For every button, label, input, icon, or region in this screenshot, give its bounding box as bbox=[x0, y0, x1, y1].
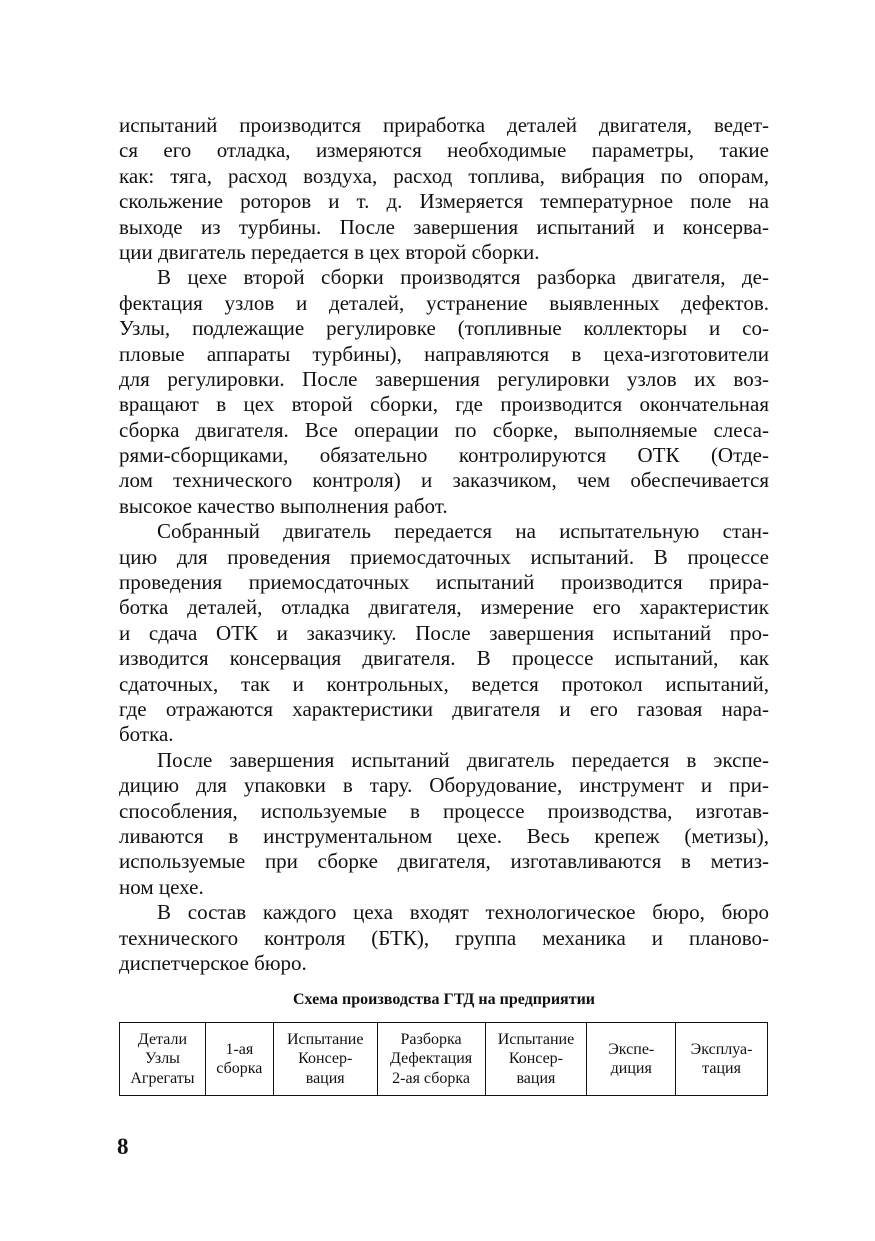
text-line: дицию для упаковки в тару. Оборудование, инструмент и при- bbox=[119, 773, 769, 798]
cell-line: Консер- bbox=[298, 1050, 353, 1068]
text-line: вращают в цех второй сборки, где производится окончательная bbox=[119, 392, 769, 417]
text-line: Узлы, подлежащие регулировке (топливные коллекторы и со- bbox=[119, 316, 769, 341]
text-line: где отражаются характеристики двигателя и его газовая нара- bbox=[119, 696, 769, 721]
text-line: После завершения испытаний двигатель передается в экспе- bbox=[157, 747, 769, 772]
text-line: фектация узлов и деталей, устранение выявленных дефектов. bbox=[119, 290, 769, 315]
table-cell-operation bbox=[676, 1023, 768, 1096]
text-line: для регулировки. После завершения регулировки узлов их воз- bbox=[119, 366, 769, 391]
table-row bbox=[120, 1023, 768, 1096]
table-cell-final-testing bbox=[485, 1023, 587, 1096]
text-line: используемые при сборке двигателя, изготавливаются в метиз- bbox=[119, 849, 769, 874]
text-line: ции двигатель передается в цех второй сборки. bbox=[119, 239, 540, 264]
text-line: Собранный двигатель передается на испытательную стан- bbox=[157, 519, 769, 544]
cell-line: Экспе- bbox=[608, 1040, 655, 1058]
body-text bbox=[119, 113, 769, 976]
cell-line: 1-ая bbox=[225, 1040, 254, 1058]
text-line: как: тяга, расход воздуха, расход топлива, вибрация по опорам, bbox=[119, 163, 769, 188]
cell-line: сборка bbox=[216, 1060, 263, 1077]
production-scheme-table bbox=[119, 1022, 768, 1096]
text-line: выходе из турбины. После завершения испытаний и консерва- bbox=[119, 214, 769, 239]
table-cell-disassembly bbox=[377, 1023, 485, 1096]
text-line: рями-сборщиками, обязательно контролируются ОТК (Отде- bbox=[119, 443, 769, 468]
text-line: В состав каждого цеха входят технологическое бюро, бюро bbox=[157, 900, 769, 925]
table-cell-first-assembly bbox=[205, 1023, 273, 1096]
cell-line: вация bbox=[516, 1069, 556, 1087]
text-line: изводится консервация двигателя. В процессе испытаний, как bbox=[119, 646, 769, 671]
cell-line: Узлы bbox=[144, 1050, 180, 1068]
text-line: проведения приемосдаточных испытаний производится прира- bbox=[119, 570, 769, 595]
cell-line: тация bbox=[702, 1060, 741, 1077]
page-number: 8 bbox=[117, 1134, 129, 1159]
cell-line: вация bbox=[305, 1069, 345, 1087]
cell-line: Испытание bbox=[497, 1030, 575, 1048]
cell-line: Дефектация bbox=[389, 1050, 473, 1068]
cell-line: Испытание bbox=[286, 1030, 364, 1048]
text-line: и сдача ОТК и заказчику. После завершения испытаний про- bbox=[119, 620, 769, 645]
table-cell-testing-preservation bbox=[273, 1023, 377, 1096]
text-line: диспетчерское бюро. bbox=[119, 950, 307, 975]
text-line: испытаний производится приработка деталей двигателя, ведет- bbox=[119, 113, 769, 137]
table-cell-dispatch bbox=[587, 1023, 676, 1096]
text-line: высокое качество выполнения работ. bbox=[119, 493, 448, 518]
cell-line: Детали bbox=[137, 1030, 188, 1048]
table-cell-parts bbox=[120, 1023, 206, 1096]
cell-line: 2-ая сборка bbox=[392, 1069, 470, 1087]
cell-line: Разборка bbox=[400, 1030, 462, 1048]
text-line: ливаются в инструментальном цехе. Весь крепеж (метизы), bbox=[119, 823, 769, 848]
text-line: способления, используемые в процессе производства, изготав- bbox=[119, 798, 769, 823]
text-line: пловые аппараты турбины), направляются в цеха-изготовители bbox=[119, 341, 769, 366]
text-line: ся его отладка, измеряются необходимые параметры, такие bbox=[119, 138, 769, 163]
text-line: сборка двигателя. Все операции по сборке, выполняемые слеса- bbox=[119, 417, 769, 442]
text-line: ботка деталей, отладка двигателя, измерение его характеристик bbox=[119, 595, 769, 620]
text-line: В цехе второй сборки производятся разборка двигателя, де- bbox=[157, 265, 769, 290]
text-line: скольжение роторов и т. д. Измеряется температурное поле на bbox=[119, 189, 769, 214]
cell-line: Консер- bbox=[508, 1050, 564, 1068]
text-line: технического контроля (БТК), группа механика и планово- bbox=[119, 925, 769, 950]
text-line: цию для проведения приемосдаточных испытаний. В процессе bbox=[119, 544, 769, 569]
text-line: ном цехе. bbox=[119, 874, 204, 899]
text-line: сдаточных, так и контрольных, ведется протокол испытаний, bbox=[119, 671, 769, 696]
text-line: ботка. bbox=[119, 722, 174, 747]
cell-line: Эксплуа- bbox=[690, 1040, 753, 1058]
text-line: лом технического контроля) и заказчиком, чем обеспечивается bbox=[119, 468, 769, 493]
table-caption: Схема производства ГТД на предприятии bbox=[292, 991, 596, 1008]
cell-line: диция bbox=[610, 1060, 652, 1077]
cell-line: Агрегаты bbox=[130, 1069, 195, 1087]
